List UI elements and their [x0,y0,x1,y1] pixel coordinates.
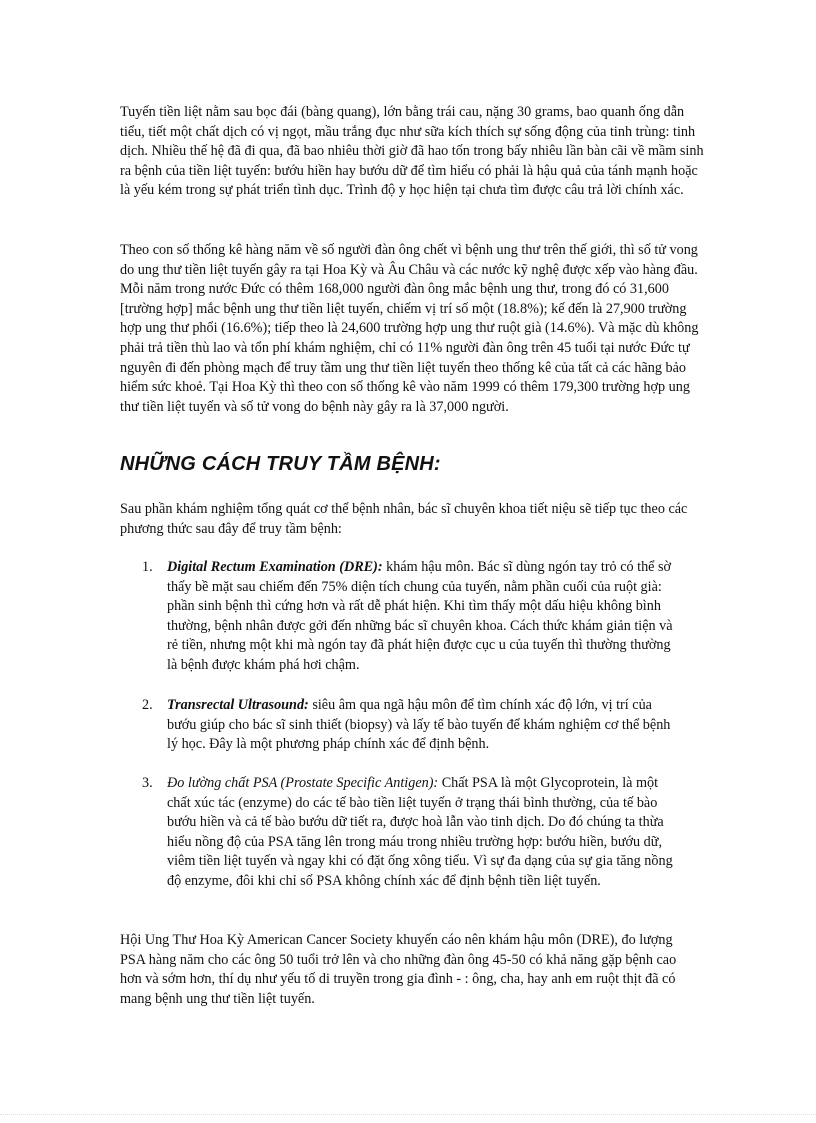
method-list-item-3 [142,774,682,892]
method-description: Chất PSA là một Glycoprotein, là một chất xúc tác (enzyme) do các tế bào tiền liệt tuyến ở trạng thái bình thường, của tế bào bướu hiền và cả tế bào bướu dữ tiết ra, được hoà lẫn vào tinh dịch. Do đó chúng ta thừa hiểu nồng độ của PSA tăng lên trong máu trong nhiều trường hợp: bướu hiền, bướu dữ, viêm tiền liệt tuyến và ngay khi có đặt ống xông tiểu. Vì sự đa dạng của sự gia tăng nồng độ enzyme, đôi khi chỉ số PSA không chính xác để định bệnh tiền liệt tuyến. [167,775,673,889]
method-description: khám hậu môn. Bác sĩ dùng ngón tay trỏ có thể sờ thấy bề mặt sau chiếm đến 75% diện tích chung của tuyến, nằm phần cuối của ruột già: phần sinh bệnh thì cứng hơn và rất dễ phát hiện. Khi tìm thấy một dấu hiệu không bình thường, bệnh nhân được gởi đến những bác sĩ chuyên khoa. Cách thức khám giản tiện và rẻ tiền, nhưng một khi mà ngón tay đã phát hiện được cục u của tuyến thì thường thường là bệnh được khám phá hơi chậm. [167,559,673,673]
method-list-item-2 [142,696,682,755]
recommendation-paragraph: Hội Ung Thư Hoa Kỳ American Cancer Society khuyến cáo nên khám hậu môn (DRE), đo lượng PSA hàng năm cho các ông 50 tuổi trở lên và cho những đàn ông 45-50 có khả năng gặp bệnh cao hơn và sớm hơn, thí dụ như yếu tố di truyền trong gia đình - : ông, cha, hay anh em ruột thịt đã có mang bệnh ung thư tiền liệt tuyến. [120,932,677,1007]
statistics-paragraph: Theo con số thống kê hàng năm về số người đàn ông chết vì bệnh ung thư trên thế giới, thì số tử vong do ung thư tiền liệt tuyến gây ra tại Hoa Kỳ và Âu Châu và các nước kỹ nghệ được xếp vào hàng đầu. Mỗi năm trong nước Đức có thêm 168,000 người đàn ông mắc bệnh ung thư, trong đó có 31,600 [trường hợp] mắc bệnh ung thư tiền liệt tuyến, chiếm vị trí số một (18.8%); kế đến là 27,900 trường hợp ung thư phổi (16.6%); tiếp theo là 24,600 trường hợp ung thư ruột già (14.6%). Và mặc dù không phải trả tiền thù lao và tổn phí khám nghiệm, chỉ có 11% người đàn ông trên 45 tuổi tại nước Đức tự nguyên đi đến phòng mạch để truy tầm ung thư tiền liệt tuyến theo thống kê của tất cả các hãng bảo hiểm sức khoẻ. Tại Hoa Kỳ thì theo con số thống kê vào năm 1999 có thêm 179,300 trường hợp ung thư tiền liệt tuyến và số tử vong do bệnh này gây ra là 37,000 người. [120,242,699,415]
list-number: 2. [142,697,153,713]
method-term: Transrectal Ultrasound: [167,697,309,713]
method-description: siêu âm qua ngã hậu môn để tìm chính xác độ lớn, vị trí của bướu giúp cho bác sĩ sinh thiết (biopsy) và lấy tế bào tuyến để khám nghiệm cơ thể bệnh lý học. Đây là một phương pháp chính xác để định bệnh. [167,697,671,753]
method-term: Digital Rectum Examination (DRE): [167,559,383,575]
list-number: 1. [142,559,153,575]
list-item [142,696,682,755]
page-bottom-divider [0,1114,816,1115]
list-item [142,774,682,892]
section-heading: NHỮNG CÁCH TRUY TẦM BỆNH: [120,453,441,475]
section-intro-paragraph: Sau phần khám nghiệm tổng quát cơ thể bệnh nhân, bác sĩ chuyên khoa tiết niệu sẽ tiếp tục theo các phương thức sau đây để truy tầm bệnh: [120,501,688,537]
intro-paragraph: Tuyến tiền liệt nằm sau bọc đái (bàng quang), lớn bằng trái cau, nặng 30 grams, bao quanh ống dẫn tiểu, tiết một chất dịch có vị ngọt, mầu trắng đục như sữa kích thích sự sống động của tinh trùng: tinh dịch. Nhiều thế hệ đã đi qua, đã bao nhiêu thời giờ đã hao tốn trong bấy nhiêu lần bàn cãi về mầm sinh ra bệnh của tiền liệt tuyến: bướu hiền hay bướu dữ để tìm hiểu có phải là hậu quả của tánh mạnh hoặc là yếu kém trong sự phát triển tình dục. Trình độ y học hiện tại chưa tìm được câu trả lời chính xác. [120,104,704,199]
list-item [142,558,682,676]
method-list-item-1 [142,558,682,676]
method-term: Đo lường chất PSA (Prostate Specific Antigen): [167,775,439,791]
list-number: 3. [142,775,153,791]
